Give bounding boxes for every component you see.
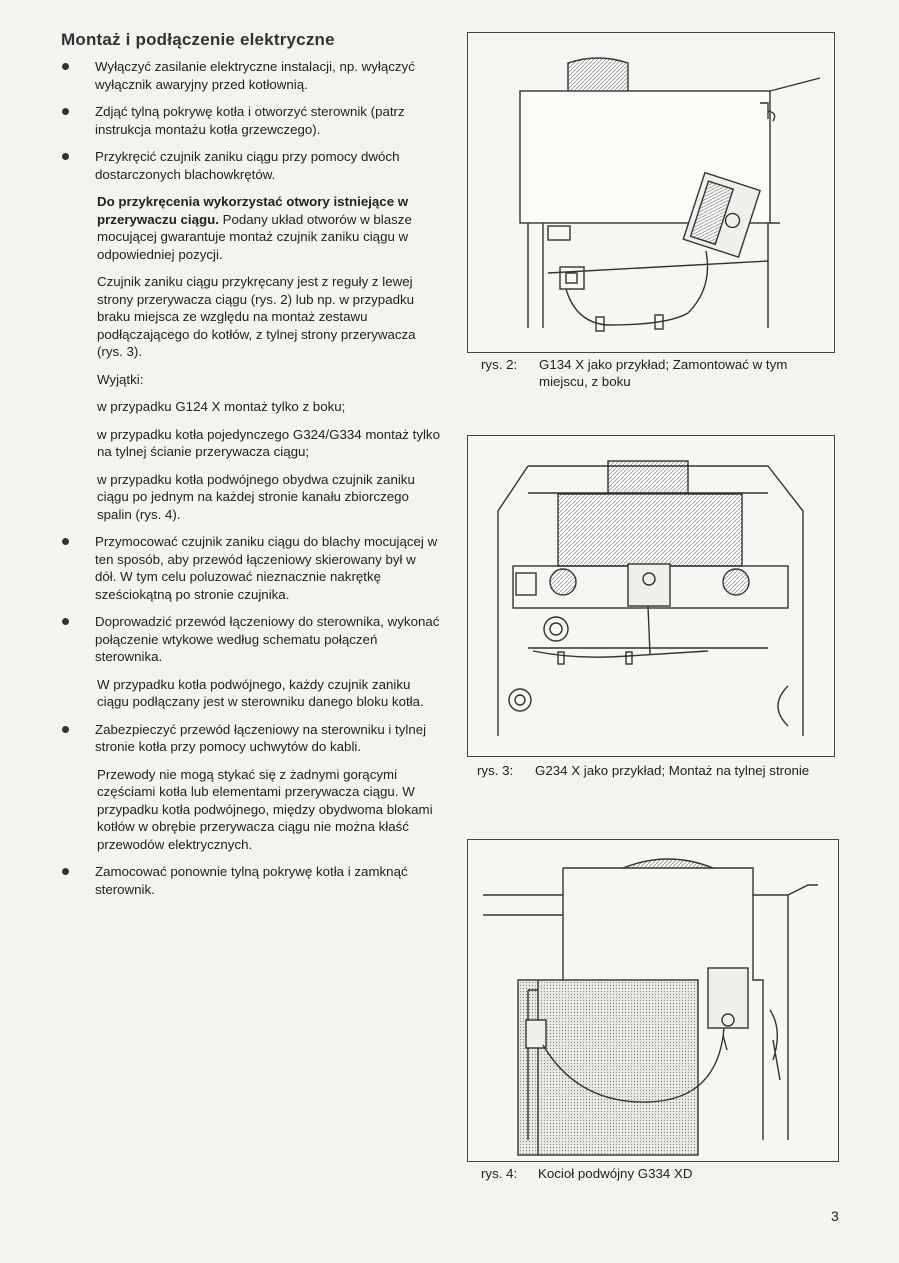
figure-2-caption (481, 356, 841, 392)
exception-item: w przypadku kotła pojedynczego G324/G334 montaż tylko na tylnej ścianie przerywacza ciągu; (97, 426, 440, 459)
figure-3-illustration (467, 435, 835, 757)
figure-caption-text: G234 X jako przykład; Montaż na tylnej stronie (535, 763, 810, 778)
note-paragraph: W przypadku kotła podwójnego, każdy czujnik zaniku ciągu podłączany jest w sterowniku danego bloku kotła. (97, 676, 424, 709)
figure-4-caption (481, 1165, 841, 1185)
step-text: Doprowadzić przewód łączeniowy do sterownika, wykonać połączenie wtykowe według schematu połączeń sterownika. (95, 614, 440, 664)
figure-4-illustration (467, 839, 839, 1162)
figure-caption-text: Kocioł podwójny G334 XD (538, 1166, 693, 1181)
note-bold-text: Do przykręcenia wykorzystać otwory istniejące w przerywaczu ciągu. (97, 194, 409, 227)
page-number: 3 (831, 1208, 839, 1224)
step-item (60, 721, 440, 756)
step-text: Zabezpieczyć przewód łączeniowy na sterowniku i tylnej stronie kotła przy pomocy uchwytów do kabli. (95, 721, 427, 754)
figure-label: rys. 3: (477, 763, 514, 778)
instructions-column (60, 58, 440, 908)
step-item (60, 58, 440, 93)
figure-caption-text: G134 X jako przykład; Zamontować w tym miejscu, z boku (539, 357, 788, 389)
boiler-rear-mount-drawing (468, 436, 834, 756)
step-text: Przymocować czujnik zaniku ciągu do blachy mocującej w ten sposób, aby przewód łączeniowy skierowany był w dół. W tym celu poluzować nieznacznie nakrętkę sześciokątną po stronie czujnika. (95, 534, 438, 602)
double-boiler-drawing (468, 840, 838, 1161)
figure-3-caption (477, 762, 837, 798)
step-item (60, 863, 440, 898)
note-paragraph: Czujnik zaniku ciągu przykręcany jest z reguły z lewej strony przerywacza ciągu (rys. 2) lub np. w przypadku braku miejsca ze względu na montaż zestawu podłączającego do kotłów, z tylnej strony przerywacza (rys. 3). (97, 274, 416, 359)
figure-2-illustration (467, 32, 835, 353)
bullet-icon (62, 153, 69, 160)
step-text: Przykręcić czujnik zaniku ciągu przy pomocy dwóch dostarczonych blachowkrętów. (95, 149, 400, 182)
bullet-icon (62, 618, 69, 625)
exceptions-label: Wyjątki: (97, 371, 144, 387)
step-item (60, 533, 440, 603)
exception-item: w przypadku G124 X montaż tylko z boku; (97, 399, 346, 414)
note-paragraph: Przewody nie mogą stykać się z żadnymi gorącymi częściami kotła lub elementami przerywacza ciągu. W przypadku kotła podwójnego, między obydwoma blokami kotłów w obrębie przerywacza ciągu nie można kłaść przewodów elektrycznych. (97, 766, 433, 852)
section-heading: Montaż i podłączenie elektryczne (61, 30, 335, 49)
figure-label: rys. 4: (481, 1166, 518, 1181)
figure-label: rys. 2: (481, 357, 518, 372)
bullet-icon (62, 868, 69, 875)
step-text: Zdjąć tylną pokrywę kotła i otworzyć sterownik (patrz instrukcja montażu kotła grzewczego). (95, 104, 405, 137)
step-item (60, 103, 440, 138)
step-item (60, 613, 440, 666)
note-text: Podany układ otworów w blasze mocującej gwarantuje montaż czujnik zaniku ciągu w odpowiedniej pozycji. (97, 211, 412, 262)
bullet-icon (62, 726, 69, 733)
step-item (60, 148, 440, 183)
bullet-icon (62, 538, 69, 545)
bullet-icon (62, 108, 69, 115)
boiler-side-mount-drawing (468, 33, 834, 352)
step-text: Zamocować ponownie tylną pokrywę kotła i zamknąć sterownik. (95, 864, 408, 897)
step-text: Wyłączyć zasilanie elektryczne instalacji, np. wyłączyć wyłącznik awaryjny przed kotłownią. (95, 59, 415, 92)
bullet-icon (62, 63, 69, 70)
exception-item: w przypadku kotła podwójnego obydwa czujnik zaniku ciągu po jednym na każdej stronie kanału zbiorczego spalin (rys. 4). (97, 471, 415, 522)
note-paragraph (60, 193, 440, 263)
